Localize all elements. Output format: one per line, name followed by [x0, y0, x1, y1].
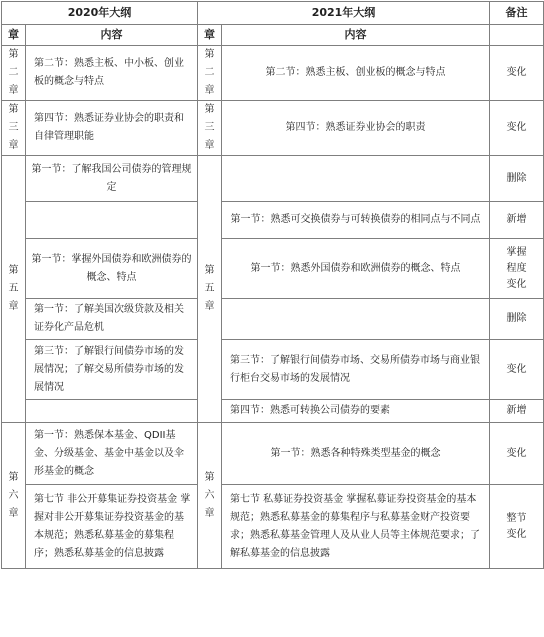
note-cell: 新增 [490, 202, 544, 239]
chapter-char: 第 [204, 49, 215, 60]
subheader-row [2, 25, 544, 46]
note-line: 掌握 [506, 246, 527, 258]
note-line: 整节 [506, 512, 527, 524]
content-cell-2021: 第四节：熟悉证券业协会的职责 [222, 101, 490, 156]
chapter-cell-2021 [198, 156, 222, 423]
content-cell-2021: 第一节：熟悉各种特殊类型基金的概念 [222, 423, 490, 485]
content-cell-2021: 第四节：熟悉可转换公司债券的要素 [222, 400, 490, 423]
content-cell-2020: 第一节：了解美国次级贷款及相关证券化产品危机 [26, 299, 198, 340]
chapter-char: 六 [8, 489, 19, 501]
table-row-ch5-4 [2, 299, 544, 340]
chapter-char: 章 [204, 301, 215, 312]
chapter-char: 第 [204, 471, 215, 483]
chapter-cell-2020 [2, 156, 26, 423]
chapter-char: 章 [204, 85, 215, 96]
note-cell [490, 485, 544, 569]
content-cell-2021: 第二节：熟悉主板、创业板的概念与特点 [222, 46, 490, 101]
note-line: 程度 [506, 262, 527, 274]
chapter-cell-2020 [2, 46, 26, 101]
chapter-char: 章 [204, 507, 215, 519]
subheader-chapter-2021: 章 [198, 25, 222, 46]
subheader-content-2021: 内容 [222, 25, 490, 46]
note-line: 变化 [506, 278, 527, 290]
content-cell-2020 [26, 202, 198, 239]
content-cell-2021: 第一节：熟悉外国债券和欧洲债券的概念、特点 [222, 239, 490, 299]
content-cell-2021: 第七节 私募证券投资基金 掌握私募证券投资基金的基本规范；熟悉私募基金的募集程序与私募基金财产投资要求；熟悉私募基金管理人及从业人员等主体规范要求；了解私募基金的信息披露 [222, 485, 490, 569]
content-cell-2020: 第二节：熟悉主板、中小板、创业板的概念与特点 [26, 46, 198, 101]
chapter-char: 二 [8, 67, 19, 78]
note-cell: 变化 [490, 340, 544, 400]
chapter-cell-2021 [198, 101, 222, 156]
subheader-chapter-2020: 章 [2, 25, 26, 46]
chapter-char: 第 [8, 265, 19, 276]
chapter-char: 第 [8, 471, 19, 483]
chapter-char: 章 [8, 301, 19, 312]
note-cell: 新增 [490, 400, 544, 423]
content-cell-2020: 第三节：了解银行间债券市场的发展情况；了解交易所债券市场的发展情况 [26, 340, 198, 400]
table-row-ch5-1 [2, 156, 544, 202]
content-cell-2021 [222, 299, 490, 340]
table-row-ch6-1 [2, 423, 544, 485]
content-cell-2020: 第一节：掌握外国债券和欧洲债券的概念、特点 [26, 239, 198, 299]
chapter-cell-2020 [2, 423, 26, 569]
chapter-char: 第 [8, 49, 19, 60]
note-cell [490, 239, 544, 299]
chapter-char: 章 [204, 140, 215, 151]
chapter-char: 五 [8, 283, 19, 294]
content-cell-2020: 第一节：了解我国公司债券的管理规定 [26, 156, 198, 202]
header-2021: 2021年大纲 [198, 2, 490, 25]
chapter-char: 章 [8, 507, 19, 519]
subheader-note-empty [490, 25, 544, 46]
chapter-char: 五 [204, 283, 215, 294]
header-note: 备注 [490, 2, 544, 25]
table-row-ch5-6 [2, 400, 544, 423]
content-cell-2020 [26, 400, 198, 423]
note-cell: 变化 [490, 101, 544, 156]
table-row-ch5-5 [2, 340, 544, 400]
header-2020: 2020年大纲 [2, 2, 198, 25]
subheader-content-2020: 内容 [26, 25, 198, 46]
content-cell-2020: 第七节 非公开募集证券投资基金 掌握对非公开募集证券投资基金的基本规范；熟悉私募基金的募集程序；熟悉私募基金的信息披露 [26, 485, 198, 569]
chapter-cell-2021 [198, 423, 222, 569]
note-cell: 变化 [490, 423, 544, 485]
chapter-char: 章 [8, 85, 19, 96]
content-cell-2021: 第三节：了解银行间债券市场、交易所债券市场与商业银行柜台交易市场的发展情况 [222, 340, 490, 400]
table-row-ch5-3 [2, 239, 544, 299]
chapter-char: 章 [8, 140, 19, 151]
syllabus-comparison-table [1, 1, 544, 569]
chapter-cell-2021 [198, 46, 222, 101]
content-cell-2020: 第四节：熟悉证券业协会的职责和自律管理职能 [26, 101, 198, 156]
table-row-ch2 [2, 46, 544, 101]
table-row-ch5-2 [2, 202, 544, 239]
note-cell: 变化 [490, 46, 544, 101]
table-row-ch6-2 [2, 485, 544, 569]
header-row [2, 2, 544, 25]
content-cell-2021: 第一节：熟悉可交换债券与可转换债券的相同点与不同点 [222, 202, 490, 239]
chapter-cell-2020 [2, 101, 26, 156]
chapter-char: 三 [8, 122, 19, 133]
chapter-char: 二 [204, 67, 215, 78]
content-cell-2020: 第一节：熟悉保本基金、QDII基金、分级基金、基金中基金以及伞形基金的概念 [26, 423, 198, 485]
note-cell: 删除 [490, 156, 544, 202]
chapter-char: 第 [204, 265, 215, 276]
chapter-char: 第 [8, 104, 19, 115]
note-line: 变化 [506, 528, 527, 540]
chapter-char: 三 [204, 122, 215, 133]
chapter-char: 第 [204, 104, 215, 115]
content-cell-2021 [222, 156, 490, 202]
table-row-ch3 [2, 101, 544, 156]
note-cell: 删除 [490, 299, 544, 340]
chapter-char: 六 [204, 489, 215, 501]
